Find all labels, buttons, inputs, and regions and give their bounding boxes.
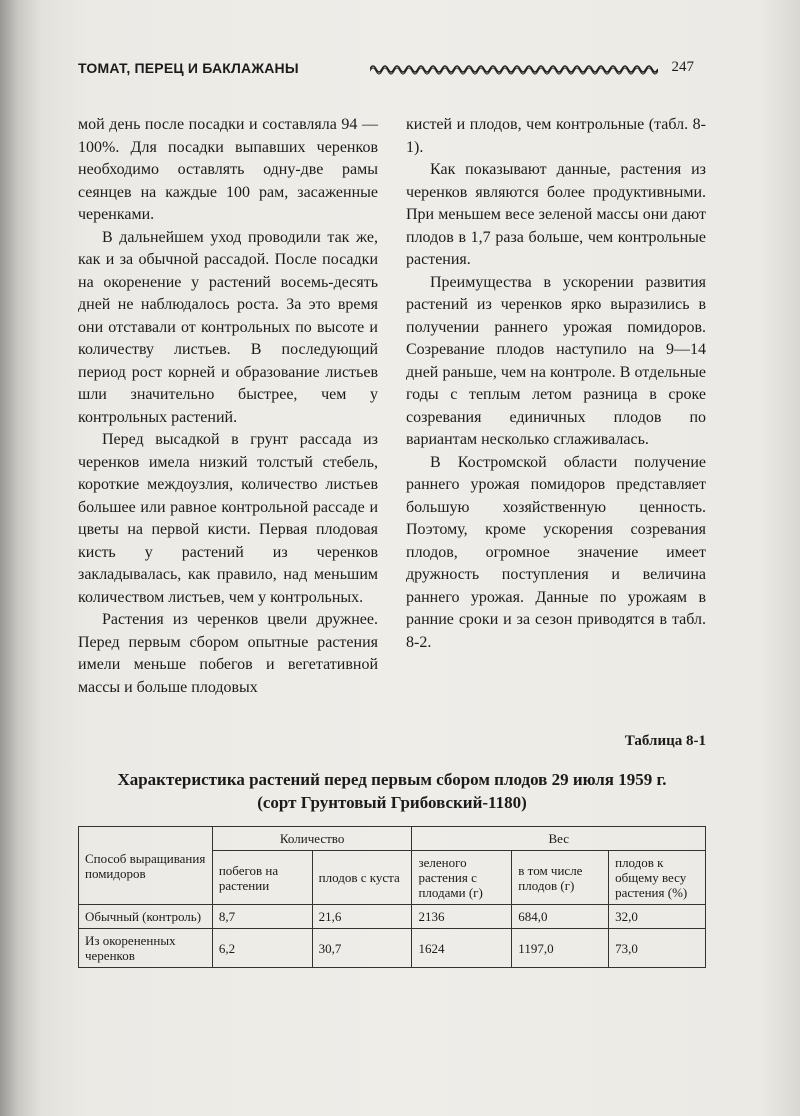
paragraph: Перед высадкой в грунт рассада из черенков имела низкий толстый стебель, короткие междоузлия, количество листьев большее или равное контрольной рассаде и цветы на первой кисти. Первая плодовая кисть у растений из черенков закладывалась, как правило, над меньшим количеством листьев, чем у контрольных.	[78, 431, 378, 606]
paragraph: В Костромской области получение раннего урожая помидоров представляет большую хозяйственную ценность. Поэтому, кроме ускорения созревания плодов, огромное значение имеет дружность поступления и величина раннего урожая. Данные по урожаям в ранние сроки и за сезон приводятся в табл. 8-2.	[406, 453, 706, 651]
table-label: Таблица 8-1	[624, 733, 706, 749]
cell-fruit-weight: 1197,0	[512, 929, 609, 968]
running-title: ТОМАТ, ПЕРЕЦ И БАКЛАЖАНЫ	[78, 60, 299, 76]
table-header-row	[79, 827, 706, 851]
cell-method: Из окорененных черенков	[79, 929, 213, 968]
cell-fruit-weight: 684,0	[512, 905, 609, 929]
table-title-line-1: Характеристика растений перед первым сбором плодов 29 июля 1959 г.	[117, 770, 667, 789]
wave-ornament	[370, 62, 658, 76]
paragraph: Преимущества в ускорении развития растений из черенков ярко выразились в получении раннего урожая помидоров. Созревание плодов наступило на 9—14 дней раньше, чем на контроле. В отдельные годы с теплым летом разница в сроке созревания единичных плодов по вариантам несколько сглаживалась.	[406, 273, 706, 448]
paragraph: кистей и плодов, чем контрольные (табл. 8-1).	[406, 116, 706, 156]
cell-method: Обычный (контроль)	[79, 905, 213, 929]
cell-green-weight: 2136	[412, 905, 512, 929]
paragraph: В дальнейшем уход проводили так же, как и за обычной рассадой. После посадки на окоренение у растений восемь-десять дней не наблюдалось роста. За это время они отставали от контрольных по высоте и количеству листьев. В последующий период рост корней и образование листьев шли значительно быстрее, чем у контрольных растений.	[78, 228, 378, 426]
header-fruits-per-bush: плодов с куста	[312, 851, 412, 905]
page-number: 247	[671, 59, 694, 75]
table-title-line-2: (сорт Грунтовый Грибовский-1180)	[257, 793, 527, 812]
data-table	[78, 826, 706, 968]
cell-fruits: 21,6	[312, 905, 412, 929]
cell-shoots: 6,2	[212, 929, 312, 968]
paragraph: мой день после посадки и составляла 94 —100%. Для посадки выпавших черенков необходимо оставлять одну-две рамы сеянцев на каждые 100 рам, засаженные черенками.	[78, 116, 378, 223]
paragraph: Как показывают данные, растения из черенков являются более продуктивными. При меньшем весе зеленой массы они дают плодов в 1,7 раза больше, чем контрольные растения.	[406, 161, 706, 268]
cell-shoots: 8,7	[212, 905, 312, 929]
paragraph: Растения из черенков цвели дружнее. Перед первым сбором опытные растения имели меньше побегов и вегетативной массы и больше плодовых	[78, 611, 378, 696]
right-text-column	[406, 114, 706, 654]
table-row	[79, 905, 706, 929]
header-group-quantity: Количество	[212, 827, 412, 851]
header-green-weight: зеленого растения с плодами (г)	[412, 851, 512, 905]
table-title	[78, 768, 706, 814]
cell-fruit-share: 73,0	[609, 929, 706, 968]
cell-green-weight: 1624	[412, 929, 512, 968]
header-group-weight: Вес	[412, 827, 706, 851]
running-header	[78, 58, 706, 82]
header-shoots: побегов на растении	[212, 851, 312, 905]
header-fruit-share: плодов к общему весу растения (%)	[609, 851, 706, 905]
cell-fruit-share: 32,0	[609, 905, 706, 929]
header-fruit-weight: в том числе плодов (г)	[512, 851, 609, 905]
cell-fruits: 30,7	[312, 929, 412, 968]
table-row	[79, 929, 706, 968]
left-text-column	[78, 114, 378, 699]
header-method: Способ выращивания помидоров	[79, 827, 213, 905]
